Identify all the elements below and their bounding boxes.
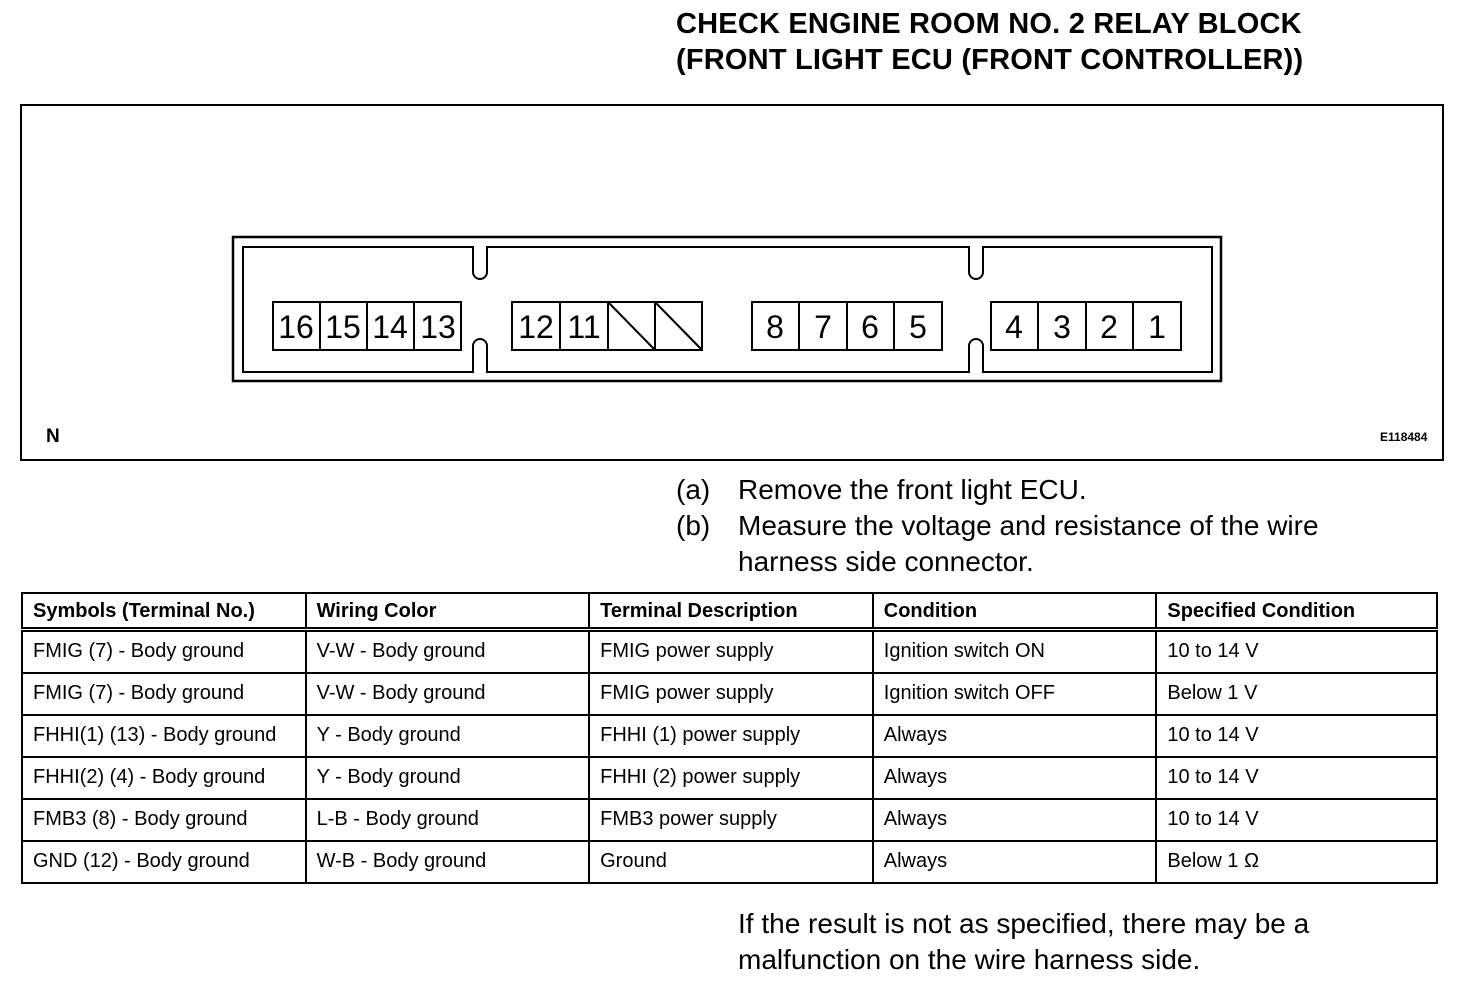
step-a — [676, 472, 1319, 508]
table-cell: W-B - Body ground — [306, 841, 590, 883]
table-cell: FMIG (7) - Body ground — [22, 630, 306, 674]
pin-group-2 — [512, 302, 702, 350]
pin-11-label: 11 — [567, 309, 601, 345]
table-cell: FMB3 (8) - Body ground — [22, 799, 306, 841]
pin-group-4 — [991, 302, 1181, 350]
pin-4-label: 4 — [1005, 309, 1023, 345]
connector-diagram — [0, 0, 1472, 470]
table-cell: FMIG power supply — [589, 673, 873, 715]
table-cell: Y - Body ground — [306, 715, 590, 757]
pin-12-label: 12 — [518, 309, 554, 345]
table-cell: Y - Body ground — [306, 757, 590, 799]
header-symbols: Symbols (Terminal No.) — [22, 593, 306, 630]
header-condition: Condition — [873, 593, 1157, 630]
pin-6-label: 6 — [861, 309, 879, 345]
footer-line-2: malfunction on the wire harness side. — [738, 944, 1201, 975]
table-cell: FHHI(1) (13) - Body ground — [22, 715, 306, 757]
table-cell: 10 to 14 V — [1156, 630, 1437, 674]
header-terminal-description: Terminal Description — [589, 593, 873, 630]
table-cell: V-W - Body ground — [306, 673, 590, 715]
pin-group-1 — [273, 302, 461, 350]
table-cell: Always — [873, 799, 1157, 841]
empty-slot-1-mark — [608, 302, 655, 350]
footer-line-1: If the result is not as specified, there may be a — [738, 908, 1310, 939]
figure-corner-label: N — [46, 426, 60, 447]
step-b-marker: (b) — [676, 510, 711, 541]
pin-1-label: 1 — [1148, 309, 1166, 345]
table-cell: FMIG (7) - Body ground — [22, 673, 306, 715]
table-row — [22, 630, 1437, 674]
table-cell: 10 to 14 V — [1156, 757, 1437, 799]
table-cell: Ground — [589, 841, 873, 883]
table-cell: FMIG power supply — [589, 630, 873, 674]
title-line-1: CHECK ENGINE ROOM NO. 2 RELAY BLOCK — [676, 8, 1302, 40]
step-b-text-line-2: harness side connector. — [738, 546, 1034, 577]
pin-3-label: 3 — [1053, 309, 1071, 345]
table-cell: FHHI (1) power supply — [589, 715, 873, 757]
table-cell: Always — [873, 715, 1157, 757]
table-cell: FMB3 power supply — [589, 799, 873, 841]
pin-16-label: 16 — [278, 309, 314, 345]
specification-table — [21, 592, 1438, 884]
table-row — [22, 799, 1437, 841]
table-cell: Ignition switch OFF — [873, 673, 1157, 715]
step-a-marker: (a) — [676, 474, 711, 505]
table-row — [22, 757, 1437, 799]
table-cell: GND (12) - Body ground — [22, 841, 306, 883]
footer-note — [738, 906, 1438, 978]
pin-13-label: 13 — [420, 309, 456, 345]
table-cell: V-W - Body ground — [306, 630, 590, 674]
table-cell: Below 1 V — [1156, 673, 1437, 715]
header-specified-condition: Specified Condition — [1156, 593, 1437, 630]
title-line-2: (FRONT LIGHT ECU (FRONT CONTROLLER)) — [676, 44, 1304, 76]
table-cell: 10 to 14 V — [1156, 715, 1437, 757]
table-header-row — [22, 593, 1437, 630]
table-row — [22, 673, 1437, 715]
step-a-text: Remove the front light ECU. — [738, 474, 1087, 505]
pin-5-label: 5 — [909, 309, 927, 345]
procedure-steps — [676, 472, 1319, 580]
step-b — [676, 508, 1319, 580]
table-cell: 10 to 14 V — [1156, 799, 1437, 841]
pin-15-label: 15 — [325, 309, 361, 345]
pin-8-label: 8 — [766, 309, 784, 345]
table-row — [22, 841, 1437, 883]
table-cell: FHHI (2) power supply — [589, 757, 873, 799]
empty-slot-2-mark — [655, 302, 702, 350]
figure-code: E118484 — [1380, 430, 1428, 444]
table-cell: Always — [873, 841, 1157, 883]
table-row — [22, 715, 1437, 757]
pin-14-label: 14 — [372, 309, 408, 345]
pin-2-label: 2 — [1100, 309, 1118, 345]
table-cell: Always — [873, 757, 1157, 799]
step-b-text-line-1: Measure the voltage and resistance of the wire — [738, 510, 1319, 541]
header-wiring-color: Wiring Color — [306, 593, 590, 630]
table-cell: Ignition switch ON — [873, 630, 1157, 674]
table-cell: Below 1 Ω — [1156, 841, 1437, 883]
pin-group-3 — [752, 302, 942, 350]
table-cell: L-B - Body ground — [306, 799, 590, 841]
table-cell: FHHI(2) (4) - Body ground — [22, 757, 306, 799]
pin-7-label: 7 — [814, 309, 832, 345]
